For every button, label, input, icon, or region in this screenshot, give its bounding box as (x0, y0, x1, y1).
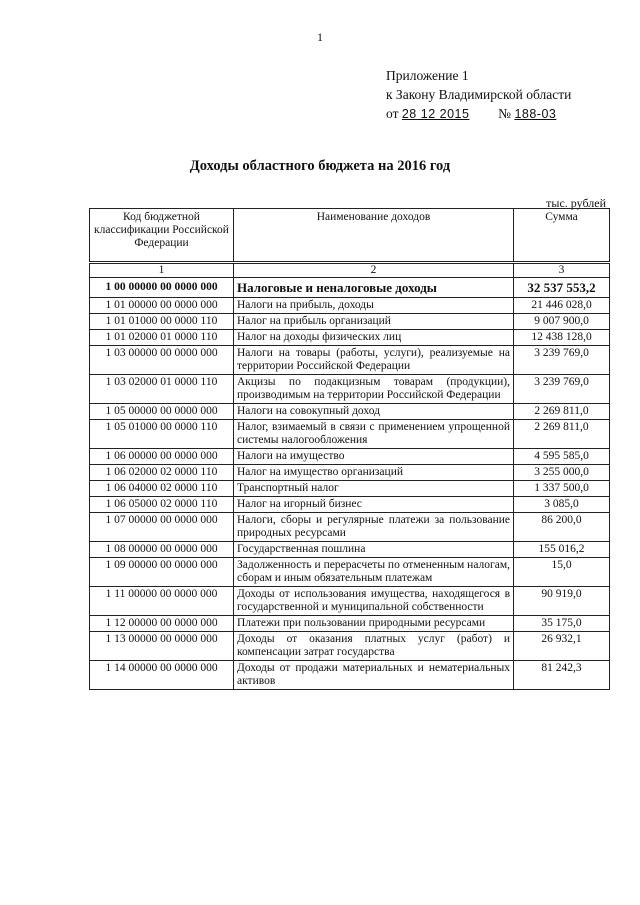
code-cell: 1 11 00000 00 0000 000 (90, 587, 234, 616)
name-cell: Налоги на товары (работы, услуги), реализуемые на территории Российской Федерации (234, 346, 514, 375)
table-row (90, 616, 610, 632)
name-cell: Налог на игорный бизнес (234, 497, 514, 513)
sum-cell: 2 269 811,0 (514, 420, 610, 449)
table-row (90, 661, 610, 690)
code-cell: 1 14 00000 00 0000 000 (90, 661, 234, 690)
header-code: Код бюджетной классификации Российской Федерации (90, 209, 234, 263)
name-cell: Налоговые и неналоговые доходы (234, 278, 514, 298)
sum-cell: 32 537 553,2 (514, 278, 610, 298)
sum-cell: 3 255 000,0 (514, 465, 610, 481)
table-row (90, 587, 610, 616)
table-row (90, 632, 610, 661)
law-date: 28 12 2015 (401, 107, 470, 121)
table-row (90, 449, 610, 465)
name-cell: Доходы от продажи материальных и нематериальных активов (234, 661, 514, 690)
code-cell: 1 12 00000 00 0000 000 (90, 616, 234, 632)
table-row (90, 346, 610, 375)
appendix-law-ref: к Закону Владимирской области (386, 87, 572, 102)
table-row (90, 298, 610, 314)
from-label: от (386, 106, 399, 121)
sum-cell: 3 085,0 (514, 497, 610, 513)
table-row (90, 558, 610, 587)
sum-cell: 9 007 900,0 (514, 314, 610, 330)
header-sum: Сумма (514, 209, 610, 263)
code-cell: 1 01 00000 00 0000 000 (90, 298, 234, 314)
code-cell: 1 03 02000 01 0000 110 (90, 375, 234, 404)
table-row (90, 497, 610, 513)
table-row (90, 420, 610, 449)
name-cell: Государственная пошлина (234, 542, 514, 558)
sum-cell: 4 595 585,0 (514, 449, 610, 465)
name-cell: Платежи при пользовании природными ресурсами (234, 616, 514, 632)
code-cell: 1 06 00000 00 0000 000 (90, 449, 234, 465)
sum-cell: 35 175,0 (514, 616, 610, 632)
code-cell: 1 08 00000 00 0000 000 (90, 542, 234, 558)
name-cell: Налоги на имущество (234, 449, 514, 465)
name-cell: Доходы от оказания платных услуг (работ) и компенсации затрат государства (234, 632, 514, 661)
code-cell: 1 03 00000 00 0000 000 (90, 346, 234, 375)
sum-cell: 21 446 028,0 (514, 298, 610, 314)
appendix-title: Приложение 1 (386, 68, 469, 83)
table-row (90, 330, 610, 346)
table-row (90, 375, 610, 404)
column-number: 1 (90, 263, 234, 278)
appendix-date-line (386, 104, 571, 124)
sum-cell: 155 016,2 (514, 542, 610, 558)
name-cell: Транспортный налог (234, 481, 514, 497)
code-cell: 1 07 00000 00 0000 000 (90, 513, 234, 542)
sum-cell: 12 438 128,0 (514, 330, 610, 346)
column-number-row (90, 263, 610, 278)
name-cell: Налоги, сборы и регулярные платежи за пользование природных ресурсами (234, 513, 514, 542)
income-table (89, 208, 610, 690)
code-cell: 1 06 04000 02 0000 110 (90, 481, 234, 497)
code-cell: 1 05 00000 00 0000 000 (90, 404, 234, 420)
name-cell: Доходы от использования имущества, находящегося в государственной и муниципальной собственности (234, 587, 514, 616)
sum-cell: 86 200,0 (514, 513, 610, 542)
code-cell: 1 09 00000 00 0000 000 (90, 558, 234, 587)
sum-cell: 15,0 (514, 558, 610, 587)
name-cell: Налог, взимаемый в связи с применением упрощенной системы налогообложения (234, 420, 514, 449)
table-row (90, 314, 610, 330)
code-cell: 1 01 01000 00 0000 110 (90, 314, 234, 330)
column-number: 3 (514, 263, 610, 278)
table-row (90, 542, 610, 558)
code-cell: 1 05 01000 00 0000 110 (90, 420, 234, 449)
name-cell: Налог на прибыль организаций (234, 314, 514, 330)
document-title: Доходы областного бюджета на 2016 год (189, 158, 451, 174)
code-cell: 1 01 02000 01 0000 110 (90, 330, 234, 346)
appendix-block (386, 66, 571, 124)
name-cell: Налоги на прибыль, доходы (234, 298, 514, 314)
name-cell: Налог на имущество организаций (234, 465, 514, 481)
sum-cell: 3 239 769,0 (514, 375, 610, 404)
sum-cell: 3 239 769,0 (514, 346, 610, 375)
sum-cell: 81 242,3 (514, 661, 610, 690)
table-row (90, 513, 610, 542)
name-cell: Налоги на совокупный доход (234, 404, 514, 420)
sum-cell: 2 269 811,0 (514, 404, 610, 420)
table-body (90, 278, 610, 690)
code-cell: 1 00 00000 00 0000 000 (90, 278, 234, 298)
page-number: 1 (317, 30, 323, 44)
law-number: 188-03 (514, 107, 557, 121)
column-number: 2 (234, 263, 514, 278)
code-cell: 1 06 05000 02 0000 110 (90, 497, 234, 513)
name-cell: Налог на доходы физических лиц (234, 330, 514, 346)
table-row (90, 481, 610, 497)
name-cell: Акцизы по подакцизным товарам (продукции), производимым на территории Российской Федерации (234, 375, 514, 404)
code-cell: 1 06 02000 02 0000 110 (90, 465, 234, 481)
sum-cell: 26 932,1 (514, 632, 610, 661)
code-cell: 1 13 00000 00 0000 000 (90, 632, 234, 661)
sum-cell: 1 337 500,0 (514, 481, 610, 497)
header-name: Наименование доходов (234, 209, 514, 263)
table-row (90, 404, 610, 420)
table-header-row (90, 209, 610, 263)
sum-cell: 90 919,0 (514, 587, 610, 616)
units-label: тыс. рублей (546, 196, 606, 210)
table-row (90, 465, 610, 481)
table-row (90, 278, 610, 298)
name-cell: Задолженность и перерасчеты по отмененным налогам, сборам и иным обязательным платежам (234, 558, 514, 587)
number-label: № (498, 106, 512, 121)
